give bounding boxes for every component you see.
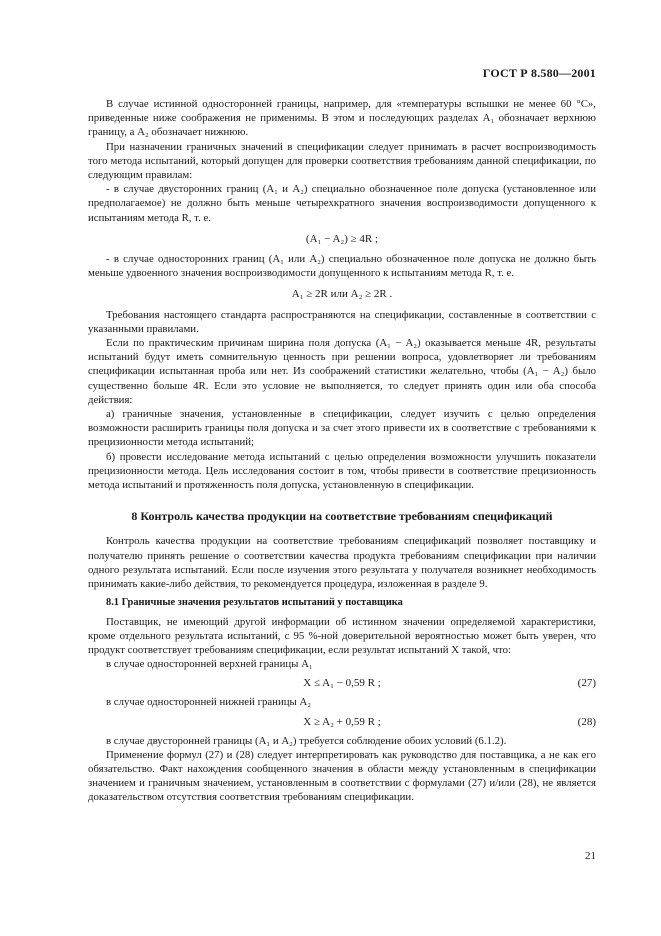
- formula-27-number: (27): [577, 677, 596, 690]
- paragraph-scope: Требования настоящего стандарта распространяются на спецификации, составленные в соответствии с указанными правилами.: [88, 308, 596, 335]
- formula-28-number: (28): [577, 715, 596, 728]
- page-number: 21: [585, 850, 596, 862]
- paragraph-two-sided-limit: в случае двусторонней границы (A₁ и A₂) требуется соблюдение обоих условий (6.1.2).: [106, 734, 507, 747]
- paragraph-lower-limit: в случае односторонней нижней границы A₂: [106, 696, 312, 709]
- formula-28: X ≥ A₂ + 0,59 R ;: [303, 715, 381, 728]
- formula-two-sided: (A₁ − A₂) ≥ 4R ;: [305, 232, 379, 245]
- paragraph-limit-rules: При назначении граничных значений в спецификации следует принимать в расчет воспроизводимость того метода испытаний, который допущен для проверки соответствия требованиям данной спецификации, по следующим правилам:: [88, 140, 596, 182]
- paragraph-upper-limit: в случае односторонней верхней границы A₁: [106, 658, 313, 671]
- formula-27-row: [88, 673, 596, 693]
- paragraph-quality-control: Контроль качества продукции на соответствие требованиям спецификаций позволяет поставщику и получателю принять решение о соответствии качества продукта требованиям спецификации при наличии одного результата испытаний. Если после изучения этого результата у получателя возникнет необходимость принимать какие-либо действия, то рекомендуется процедура, изложенная в разделе 9.: [88, 535, 596, 591]
- paragraph-two-sided-rule: - в случае двусторонних границ (A₁ и A₂) специально обозначенное поле допуска (установленное или предполагаемое) не должно быть меньше четырехкратного значения воспроизводимости допущенного к испытаниям метода R, т. е.: [88, 183, 596, 224]
- paragraph-supplier: Поставщик, не имеющий другой информации об истинном значении определяемой характеристики, кроме отдельного результата испытаний, с 95 %-ной доверительной вероятностью может быть уверен, что продукт соответствует требованиям спецификации, если результат испытаний X такой, что:: [88, 615, 596, 656]
- standard-header: ГОСТ Р 8.580—2001: [482, 66, 596, 80]
- paragraph-option-a: а) граничные значения, установленные в спецификации, следует изучить с целью определения возможности расширить границы поля допуска и за счет этого привести их в соответствие с требованиями к прецизионности метода испытаний;: [88, 408, 596, 449]
- section-8-title: 8 Контроль качества продукции на соответствие требованиям спецификаций: [131, 509, 553, 524]
- page-body: [88, 97, 596, 805]
- formula-27: X ≤ A₁ − 0,59 R ;: [303, 677, 381, 690]
- document-page: [88, 0, 596, 936]
- subsection-8-1-title: 8.1 Граничные значения результатов испытаний у поставщика: [106, 597, 403, 609]
- paragraph-formula-interpretation: Применение формул (27) и (28) следует интерпретировать как руководство для поставщика, а не как его обязательство. Факт нахождения сообщенного значения в области между установленным в спецификации значением и граничным значением, установленным в соответствии с формулами (27) и/или (28), не является доказательством отсутствия соответствия требованиям спецификации.: [88, 748, 596, 804]
- paragraph-narrow-tolerance: Если по практическим причинам ширина поля допуска (A₁ − A₂) оказывается меньше 4R, результаты испытаний будут иметь сомнительную ценность при решении вопроса, удовлетворяет ли требованиям спецификации испытанная проба или нет. Из соображений статистики желательно, чтобы (A₁ − A₂) было существенно больше 4R. Если это условие не выполняется, то следует принять один или оба способа действия:: [88, 337, 596, 406]
- formula-28-row: [88, 712, 596, 732]
- paragraph-one-sided-limit: В случае истинной односторонней границы, например, для «температуры вспышки не менее 60 °С», приведенные ниже соображения не применимы. В этом и последующих разделах A₁ обозначает верхнюю границу, а A₂ обозначает нижнюю.: [88, 98, 596, 139]
- paragraph-option-b: б) провести исследование метода испытаний с целью определения возможности улучшить показатели прецизионности метода. Цель исследования состоит в том, чтобы привести в соответствие прецизионность метода испытаний и протяженность поля допуска, установленную в спецификации.: [88, 450, 596, 492]
- paragraph-one-sided-rule: - в случае односторонних границ (A₁ или A₂) специально обозначенное поле допуска не должно быть меньше удвоенного значения воспроизводимости допущенного к испытаниям метода R, т. е.: [88, 253, 596, 280]
- formula-one-sided: A₁ ≥ 2R или A₂ ≥ 2R .: [291, 288, 393, 301]
